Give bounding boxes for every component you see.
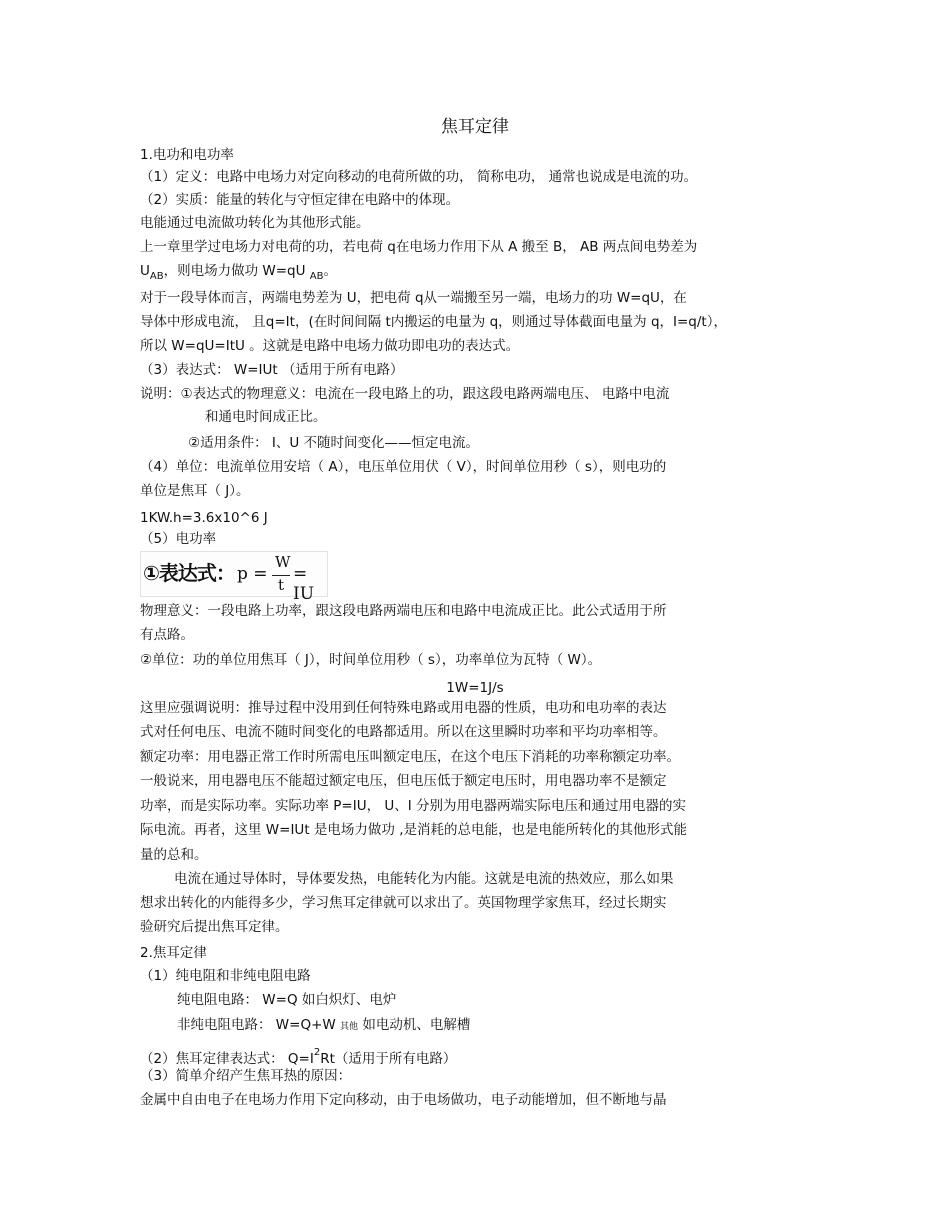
text-line: 量的总和。 — [140, 847, 208, 863]
text-line: 上一章里学过电场力对电荷的功，若电荷 q在电场力作用下从 A 搬至 B， AB 两点间电势差为 — [140, 239, 698, 255]
section-heading-joule-law: 2.焦耳定律 — [140, 945, 207, 961]
text-line: 所以 W=qU=ItU 。这就是电路中电场力做功即电功的表达式。 — [140, 338, 520, 354]
text-line-non-pure-resistance — [177, 1016, 470, 1036]
subscript-ab: AB — [149, 271, 164, 282]
text-line: （2）实质：能量的转化与守恒定律在电路中的体现。 — [140, 192, 460, 208]
text-segment: （2）焦耳定律表达式： Q=I — [140, 1051, 314, 1067]
power-formula-image — [140, 551, 328, 604]
subscript-ab: AB — [309, 271, 324, 282]
text-line: 1KW.h=3.6x10^6 J — [140, 510, 268, 526]
text-line: 额定功率：用电器正常工作时所需电压叫额定电压，在这个电压下消耗的功率称额定功率。 — [140, 749, 680, 765]
text-line: 功率，而是实际功率。实际功率 P=IU， U、I 分别为用电器两端实际电压和通过用电器的实 — [140, 798, 687, 814]
text-line: ②适用条件： I、U 不随时间变化——恒定电流。 — [188, 435, 480, 451]
formula-p: p = — [237, 564, 268, 584]
text-line: 说明：①表达式的物理意义：电流在一段电路上的功，跟这段电路两端电压、 电路中电流 — [140, 386, 670, 402]
text-line: 纯电阻电路： W=Q 如白炽灯、电炉 — [177, 992, 397, 1008]
text-line: （5）电功率 — [140, 531, 217, 547]
text-segment: 如电动机、电解槽 — [358, 1017, 471, 1033]
page-title: 焦耳定律 — [441, 117, 509, 137]
text-line: 想求出转化的内能得多少，学习焦耳定律就可以求出了。英国物理学家焦耳，经过长期实 — [140, 895, 667, 911]
symbol-u: U — [140, 263, 150, 279]
formula-lead: ①表达式： — [143, 561, 235, 585]
text-segment: 非纯电阻电路： W=Q+W — [177, 1017, 341, 1033]
text-line: 式对任何电压、电流不随时间变化的电路都适用。所以在这里瞬时功率和平均功率相等。 — [140, 724, 667, 740]
text-line: 电流在通过导体时，导体要发热，电能转化为内能。这就是电流的热效应，那么如果 — [174, 871, 674, 887]
text-line: 物理意义：一段电路上功率，跟这段电路两端电压和电路中电流成正比。此公式适用于所 — [140, 603, 667, 619]
formula-denominator: t — [278, 576, 285, 594]
text-line: 电能通过电流做功转化为其他形式能。 — [140, 215, 370, 231]
text-segment: ，则电场力做功 W=qU — [163, 263, 310, 279]
text-line-joule-formula — [140, 1044, 456, 1068]
text-line-formula-wqu — [140, 262, 337, 286]
text-line: 单位是焦耳（ J）。 — [140, 483, 250, 499]
formula-rhs: = IU — [293, 564, 315, 604]
text-line: 这里应强调说明：推导过程中没用到任何特殊电路或用电器的性质，电功和电功率的表达 — [140, 700, 667, 716]
text-line: （1）定义：电路中电场力对定向移动的电荷所做的功， 简称电功， 通常也说成是电流的功。 — [140, 169, 698, 185]
watt-definition: 1W=1J/s — [446, 680, 504, 696]
text-line: 导体中形成电流， 且q=It，(在时间间隔 t内搬运的电量为 q，则通过导体截面电量为 q，I=q/t）， — [140, 314, 727, 330]
superscript-2: 2 — [313, 1047, 321, 1058]
text-line: 有点路。 — [140, 627, 194, 643]
text-line: （1）纯电阻和非纯电阻电路 — [140, 968, 311, 984]
text-line: 验研究后提出焦耳定律。 — [140, 919, 289, 935]
text-line: （3）表达式： W=IUt （适用于所有电路） — [140, 362, 404, 378]
text-line: ②单位：功的单位用焦耳（ J），时间单位用秒（ s），功率单位为瓦特（ W）。 — [140, 652, 602, 668]
text-line: （4）单位：电流单位用安培（ A），电压单位用伏（ V），时间单位用秒（ s），则电功的 — [140, 459, 667, 475]
text-line: （3）简单介绍产生焦耳热的原因： — [140, 1068, 352, 1084]
text-line: 一般说来，用电器电压不能超过额定电压，但电压低于额定电压时，用电器功率不是额定 — [140, 773, 667, 789]
text-line: 和通电时间成正比。 — [205, 409, 327, 425]
text-line: 金属中自由电子在电场力作用下定向移动，由于电场做功，电子动能增加，但不断地与晶 — [140, 1092, 667, 1108]
formula-numerator: W — [275, 553, 291, 571]
subscript-other: 其他 — [340, 1022, 359, 1032]
text-segment: Rt（适用于所有电路） — [320, 1051, 457, 1067]
text-segment: 。 — [323, 263, 337, 279]
text-line: 对于一段导体而言，两端电势差为 U，把电荷 q从一端搬至另一端，电场力的功 W=qU，在 — [140, 290, 687, 306]
text-line: 际电流。再者，这里 W=IUt 是电场力做功 ,是消耗的总电能，也是电能所转化的其他形式能 — [140, 822, 687, 838]
section-heading-electric-work: 1.电功和电功率 — [140, 147, 234, 163]
